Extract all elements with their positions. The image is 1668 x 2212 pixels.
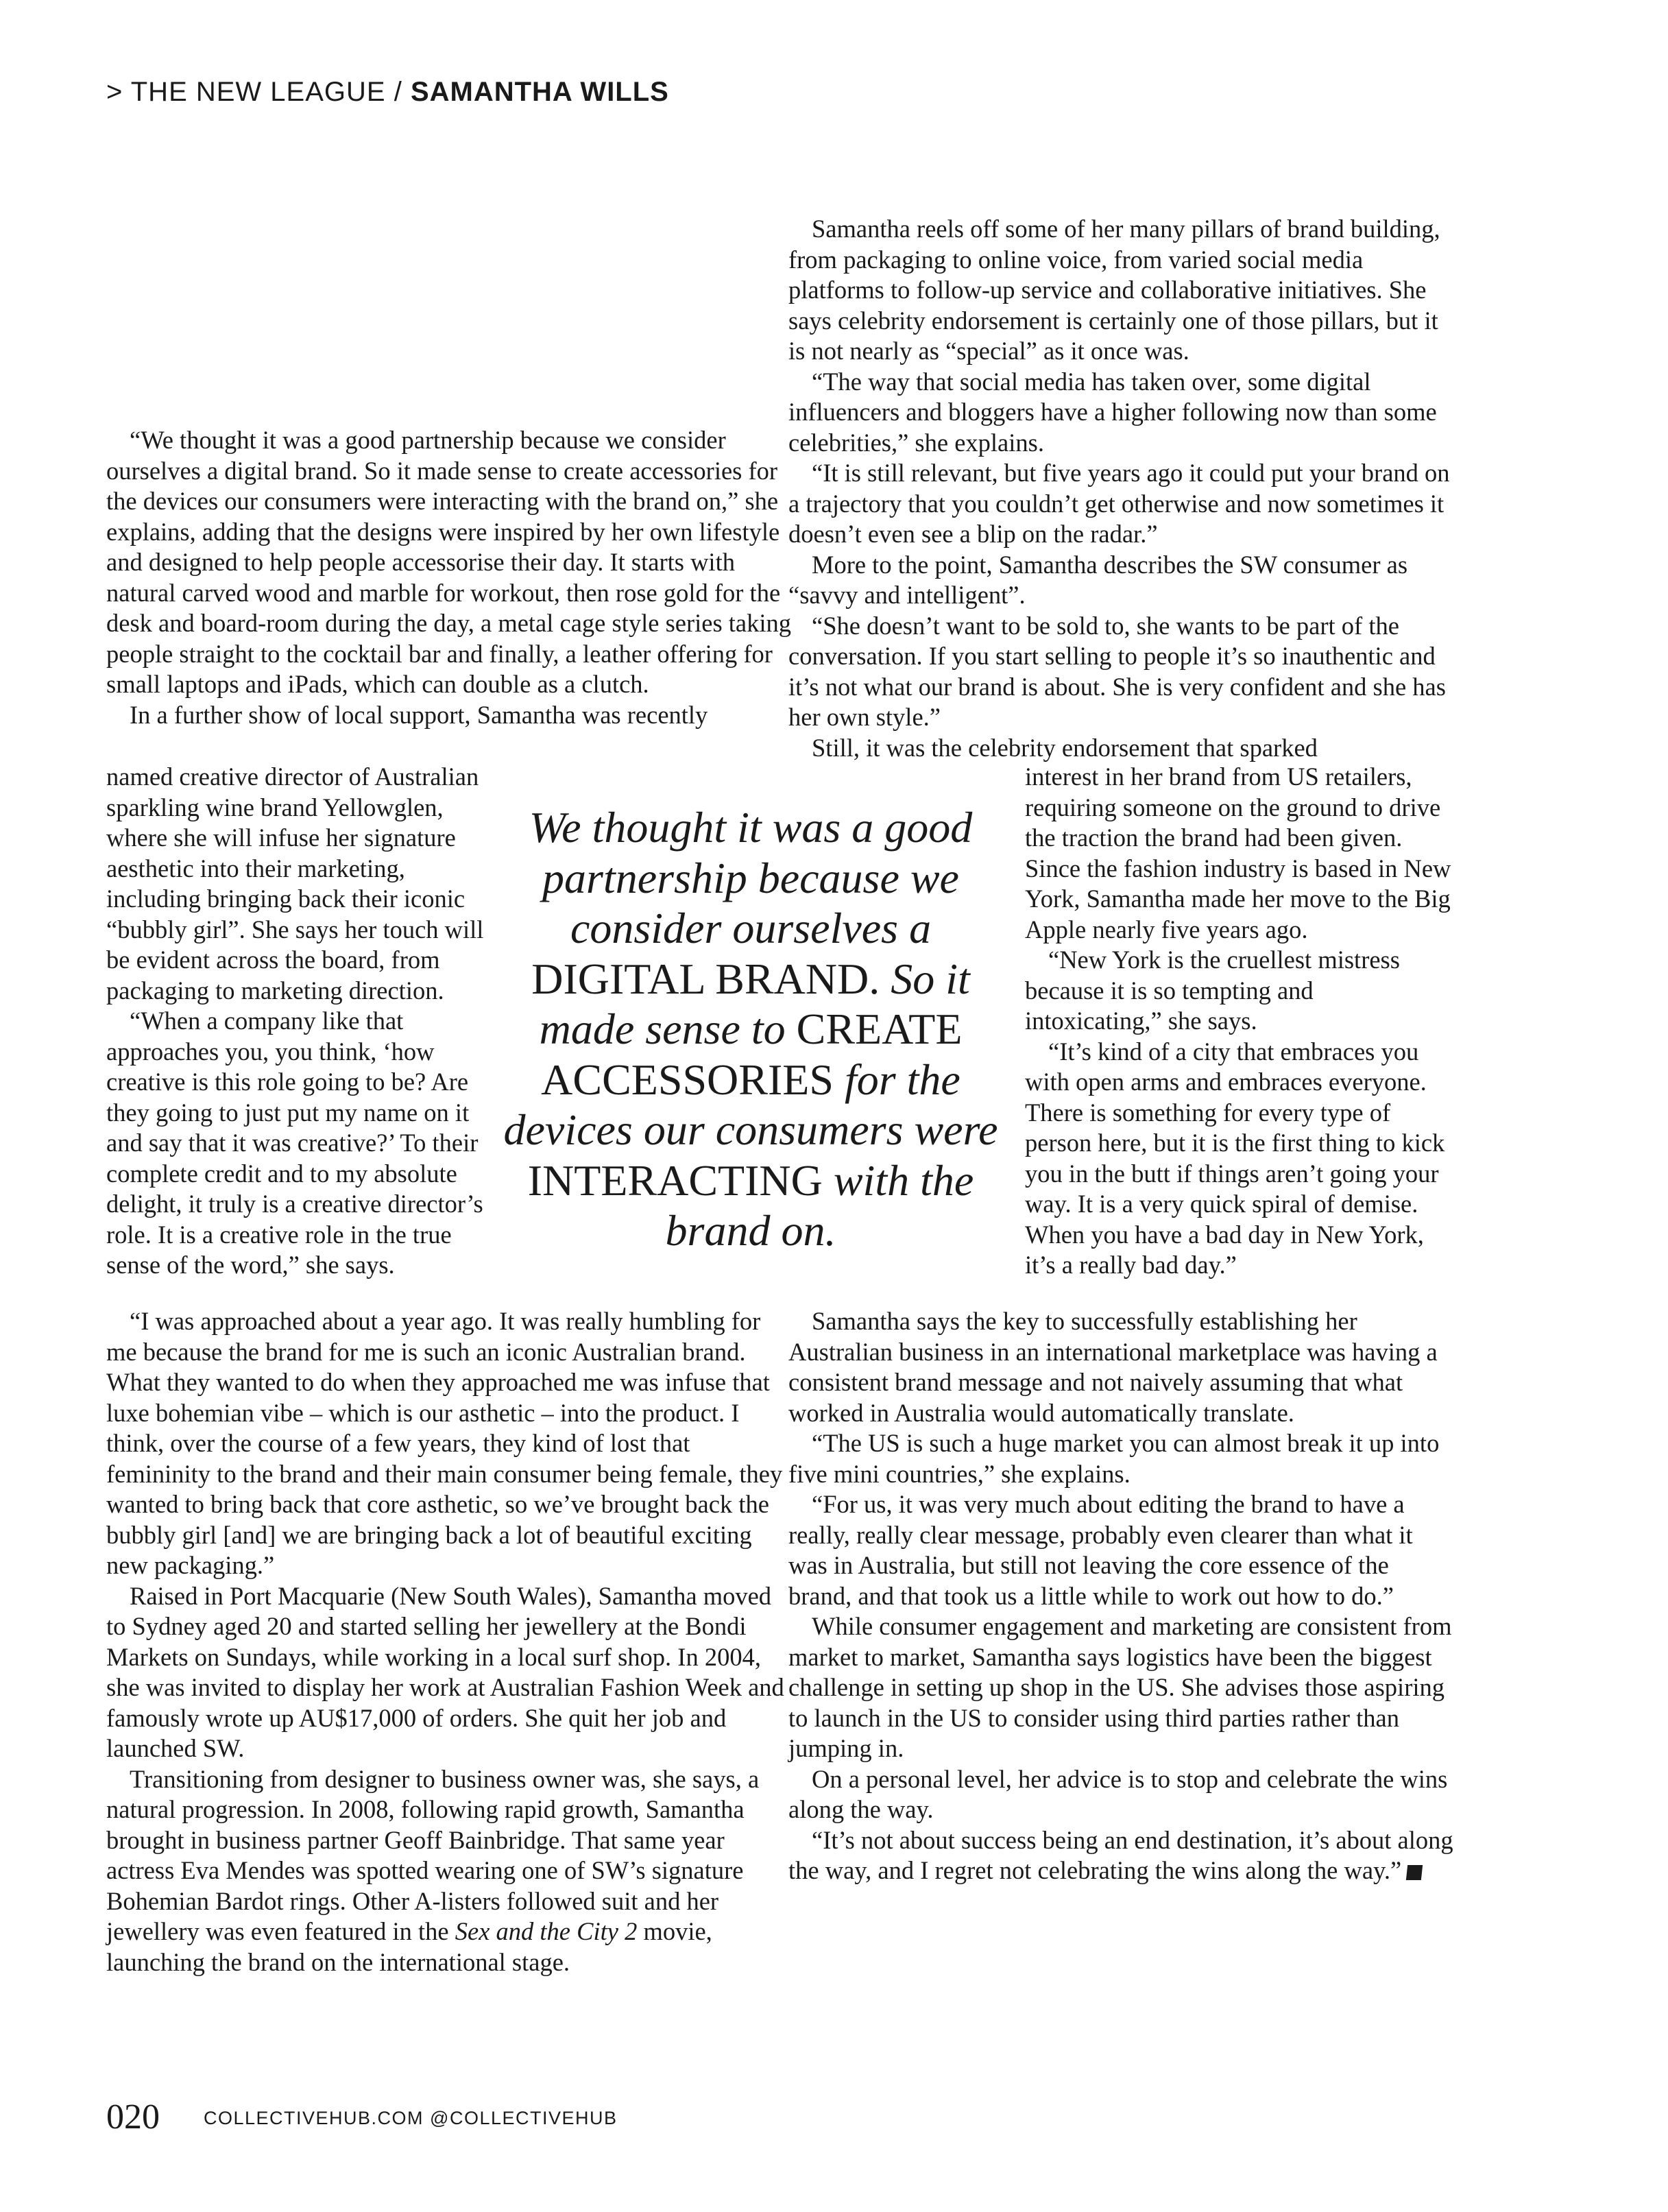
body-paragraph: named creative director of Australian sparkling wine brand Yellowglen, where she will infuse her signature aesthetic into their marketing, including bringing back their iconic “bubbly girl”. She says her touch will be evident across the board, from packaging to marketing direction. bbox=[106, 762, 484, 1005]
body-paragraph: Still, it was the celebrity endorsement that sparked bbox=[812, 733, 1318, 762]
pull-quote-text: We thought it was a good partnership because we consider ourselves a bbox=[529, 803, 973, 952]
right-column-top bbox=[788, 214, 1453, 763]
body-paragraph: “When a company like that approaches you, you think, ‘how creative is this role going to be? Are they going to just put my name on it and say that it was creative?’ To their complete credit and to my absolute delight, it truly is a creative director’s role. It is a creative role in the true sense of the word,” she says. bbox=[106, 1007, 483, 1279]
body-paragraph: “She doesn’t want to be sold to, she wants to be part of the conversation. If you start selling to people it’s so inauthentic and it’s not what our brand is about. She is very confident and she has her own style.” bbox=[788, 611, 1446, 731]
body-paragraph: More to the point, Samantha describes the SW consumer as “savvy and intelligent”. bbox=[788, 550, 1408, 609]
section-label: > THE NEW LEAGUE bbox=[106, 77, 386, 107]
body-paragraph: interest in her brand from US retailers, requiring someone on the ground to drive the traction the brand had been given. Since the fashion industry is based in New York, Samantha made her move to the Big Apple nearly five years ago. bbox=[1025, 762, 1451, 943]
footer-site: COLLECTIVEHUB.COM @COLLECTIVEHUB bbox=[204, 2108, 618, 2128]
subject-name: SAMANTHA WILLS bbox=[410, 77, 669, 107]
body-paragraph: In a further show of local support, Samantha was recently bbox=[130, 700, 708, 729]
body-paragraph: Raised in Port Macquarie (New South Wales), Samantha moved to Sydney aged 20 and started selling her jewellery at the Bondi Markets on Sundays, while working in a local surf shop. In 2004, she was invited to display her work at Australian Fashion Week and famously wrote up AU$17,000 of orders. She quit her job and launched SW. bbox=[106, 1581, 784, 1762]
left-column-narrow bbox=[106, 762, 490, 1281]
end-mark-icon bbox=[1406, 1865, 1423, 1880]
body-paragraph: “I was approached about a year ago. It was really humbling for me because the brand for me is such an iconic Australian brand. What they wanted to do when they approached me was infuse that luxe bohemian vibe – which is our asthetic – into the product. I think, over the course of a few years, they kind of lost that femininity to the brand and their main consumer being female, they wanted to bring back that core asthetic, so we’ve brought back the bubbly girl [and] we are bringing back a lot of beautiful exciting new packaging.” bbox=[106, 1307, 783, 1579]
page-footer bbox=[106, 2097, 618, 2137]
body-paragraph: While consumer engagement and marketing are consistent from market to market, Samantha says logistics have been the biggest challenge in setting up shop in the US. She advises those aspiring to launch in the US to consider using third parties rather than jumping in. bbox=[788, 1612, 1452, 1762]
body-paragraph: On a personal level, her advice is to stop and celebrate the wins along the way. bbox=[788, 1764, 1448, 1823]
page-number: 020 bbox=[106, 2097, 160, 2137]
right-column-narrow bbox=[1025, 762, 1453, 1281]
text-run: “It’s not about success being an end destination, it’s about along the way, and I regret not celebrating the wins along the way.” bbox=[788, 1825, 1453, 1884]
body-paragraph: Samantha says the key to successfully establishing her Australian business in an international marketplace was having a consistent brand message and not naively assuming that what worked in Australia would automatically translate. bbox=[788, 1307, 1438, 1427]
body-paragraph: “It’s kind of a city that embraces you with open arms and embraces everyone. There is something for every type of person here, but it is the first thing to kick you in the butt if things aren’t going your way. It is a very quick spiral of demise. When you have a bad day in New York, it’s a really bad day.” bbox=[1025, 1037, 1445, 1279]
header-separator: / bbox=[385, 77, 411, 107]
body-paragraph: “The way that social media has taken over, some digital influencers and bloggers have a higher following now than some celebrities,” she explains. bbox=[788, 367, 1437, 457]
body-paragraph bbox=[106, 1764, 792, 1978]
right-column-bottom bbox=[788, 1306, 1453, 1886]
body-paragraph: “For us, it was very much about editing the brand to have a really, really clear message, probably even clearer than what it was in Australia, but still not leaving the core essence of the brand, and that took us a little while to work out how to do.” bbox=[788, 1490, 1413, 1610]
pull-quote-emphasis: INTERACTING bbox=[527, 1155, 823, 1205]
text-run: Transitioning from designer to business owner was, she says, a natural progression. In 2008, following rapid growth, Samantha brought in business partner Geoff Bainbridge. That same year actress Eva Mendes was spotted wearing one of SW’s signature Bohemian Bardot rings. Other A-listers followed suit and her jewellery was even featured in the bbox=[106, 1764, 760, 1945]
body-paragraph: “It is still relevant, but five years ago it could put your brand on a trajectory that you couldn’t get otherwise and now sometimes it doesn’t even see a blip on the radar.” bbox=[788, 459, 1450, 548]
left-column-top bbox=[106, 425, 792, 730]
pull-quote-emphasis: DIGITAL BRAND. bbox=[531, 954, 880, 1003]
pull-quote bbox=[497, 802, 1004, 1256]
pull-quote-emphasis: CREATE ACCESSORIES bbox=[541, 1005, 963, 1104]
body-paragraph: “The US is such a huge market you can almost break it up into five mini countries,” she explains. bbox=[788, 1429, 1440, 1488]
pull-quote-text: for the devices our consumers were bbox=[503, 1055, 998, 1154]
body-paragraph bbox=[788, 1825, 1453, 1886]
pull-quote-text: with the brand on. bbox=[665, 1155, 974, 1255]
body-paragraph: “New York is the cruellest mistress because it is so tempting and intoxicating,” she says. bbox=[1025, 946, 1400, 1035]
body-paragraph: “We thought it was a good partnership because we consider ourselves a digital brand. So it made sense to create accessories for the devices our consumers were interacting with the brand on,” she explains, adding that the designs were inspired by her own lifestyle and designed to help people accessorise their day. It starts with natural carved wood and marble for workout, then rose gold for the desk and board-room during the day, a metal cage style series taking people straight to the cocktail bar and finally, a leather offering for small laptops and iPads, which can double as a clutch. bbox=[106, 426, 792, 698]
text-run: movie, launching the brand on the international stage. bbox=[106, 1917, 712, 1976]
pull-quote-text: So it made sense to bbox=[539, 954, 970, 1053]
section-header bbox=[106, 77, 669, 108]
left-column-bottom bbox=[106, 1306, 792, 1977]
movie-title: Sex and the City 2 bbox=[455, 1917, 638, 1945]
body-paragraph: Samantha reels off some of her many pillars of brand building, from packaging to online voice, from varied social media platforms to follow-up service and collaborative initiatives. She says celebrity endorsement is certainly one of those pillars, but it is not nearly as “special” as it once was. bbox=[788, 215, 1440, 365]
